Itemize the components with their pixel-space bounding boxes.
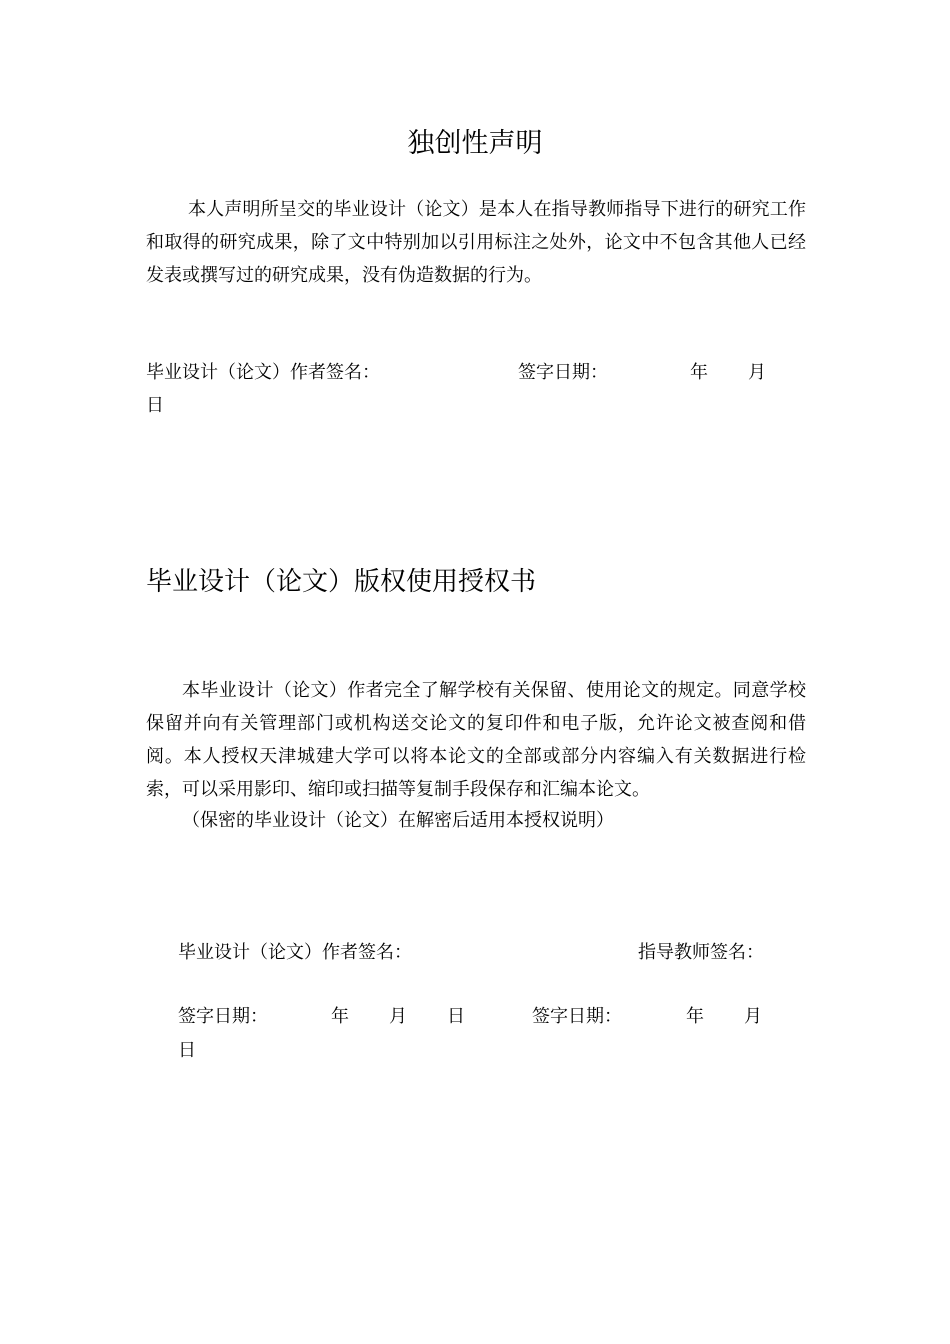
authorization-advisor-sign-date-label: 签字日期： [532, 1006, 622, 1027]
declaration-year-label: 年 [690, 362, 708, 383]
declaration-month-label: 月 [748, 362, 766, 383]
authorization-author-signature-label: 毕业设计（论文）作者签名： [178, 942, 412, 963]
authorization-advisor-day-label: 日 [178, 1040, 196, 1061]
declaration-day-label: 日 [146, 395, 164, 416]
authorization-author-year-label: 年 [331, 1006, 349, 1027]
authorization-advisor-month-label: 月 [744, 1006, 762, 1027]
authorization-author-day-label: 日 [447, 1006, 465, 1027]
declaration-body: 本人声明所呈交的毕业设计（论文）是本人在指导教师指导下进行的研究工作和取得的研究成果，除了文中特别加以引用标注之处外，论文中不包含其他人已经发表或撰写过的研究成果，没有伪造数据的行为。 [146, 199, 806, 286]
authorization-author-month-label: 月 [389, 1006, 407, 1027]
declaration-author-signature-label: 毕业设计（论文）作者签名： [146, 362, 380, 383]
declaration-sign-date-label: 签字日期： [518, 362, 608, 383]
authorization-note: （保密的毕业设计（论文）在解密后适用本授权说明） [182, 810, 614, 831]
authorization-advisor-signature-label: 指导教师签名： [638, 942, 764, 963]
authorization-title: 毕业设计（论文）版权使用授权书 [146, 567, 537, 597]
authorization-body: 本毕业设计（论文）作者完全了解学校有关保留、使用论文的规定。同意学校保留并向有关管理部门或机构送交论文的复印件和电子版，允许论文被查阅和借阅。本人授权天津城建大学可以将本论文的全部或部分内容编入有关数据进行检索，可以采用影印、缩印或扫描等复制手段保存和汇编本论文。 [146, 680, 806, 800]
authorization-author-sign-date-label: 签字日期： [178, 1006, 268, 1027]
authorization-advisor-year-label: 年 [686, 1006, 704, 1027]
declaration-title: 独创性声明 [407, 128, 543, 159]
